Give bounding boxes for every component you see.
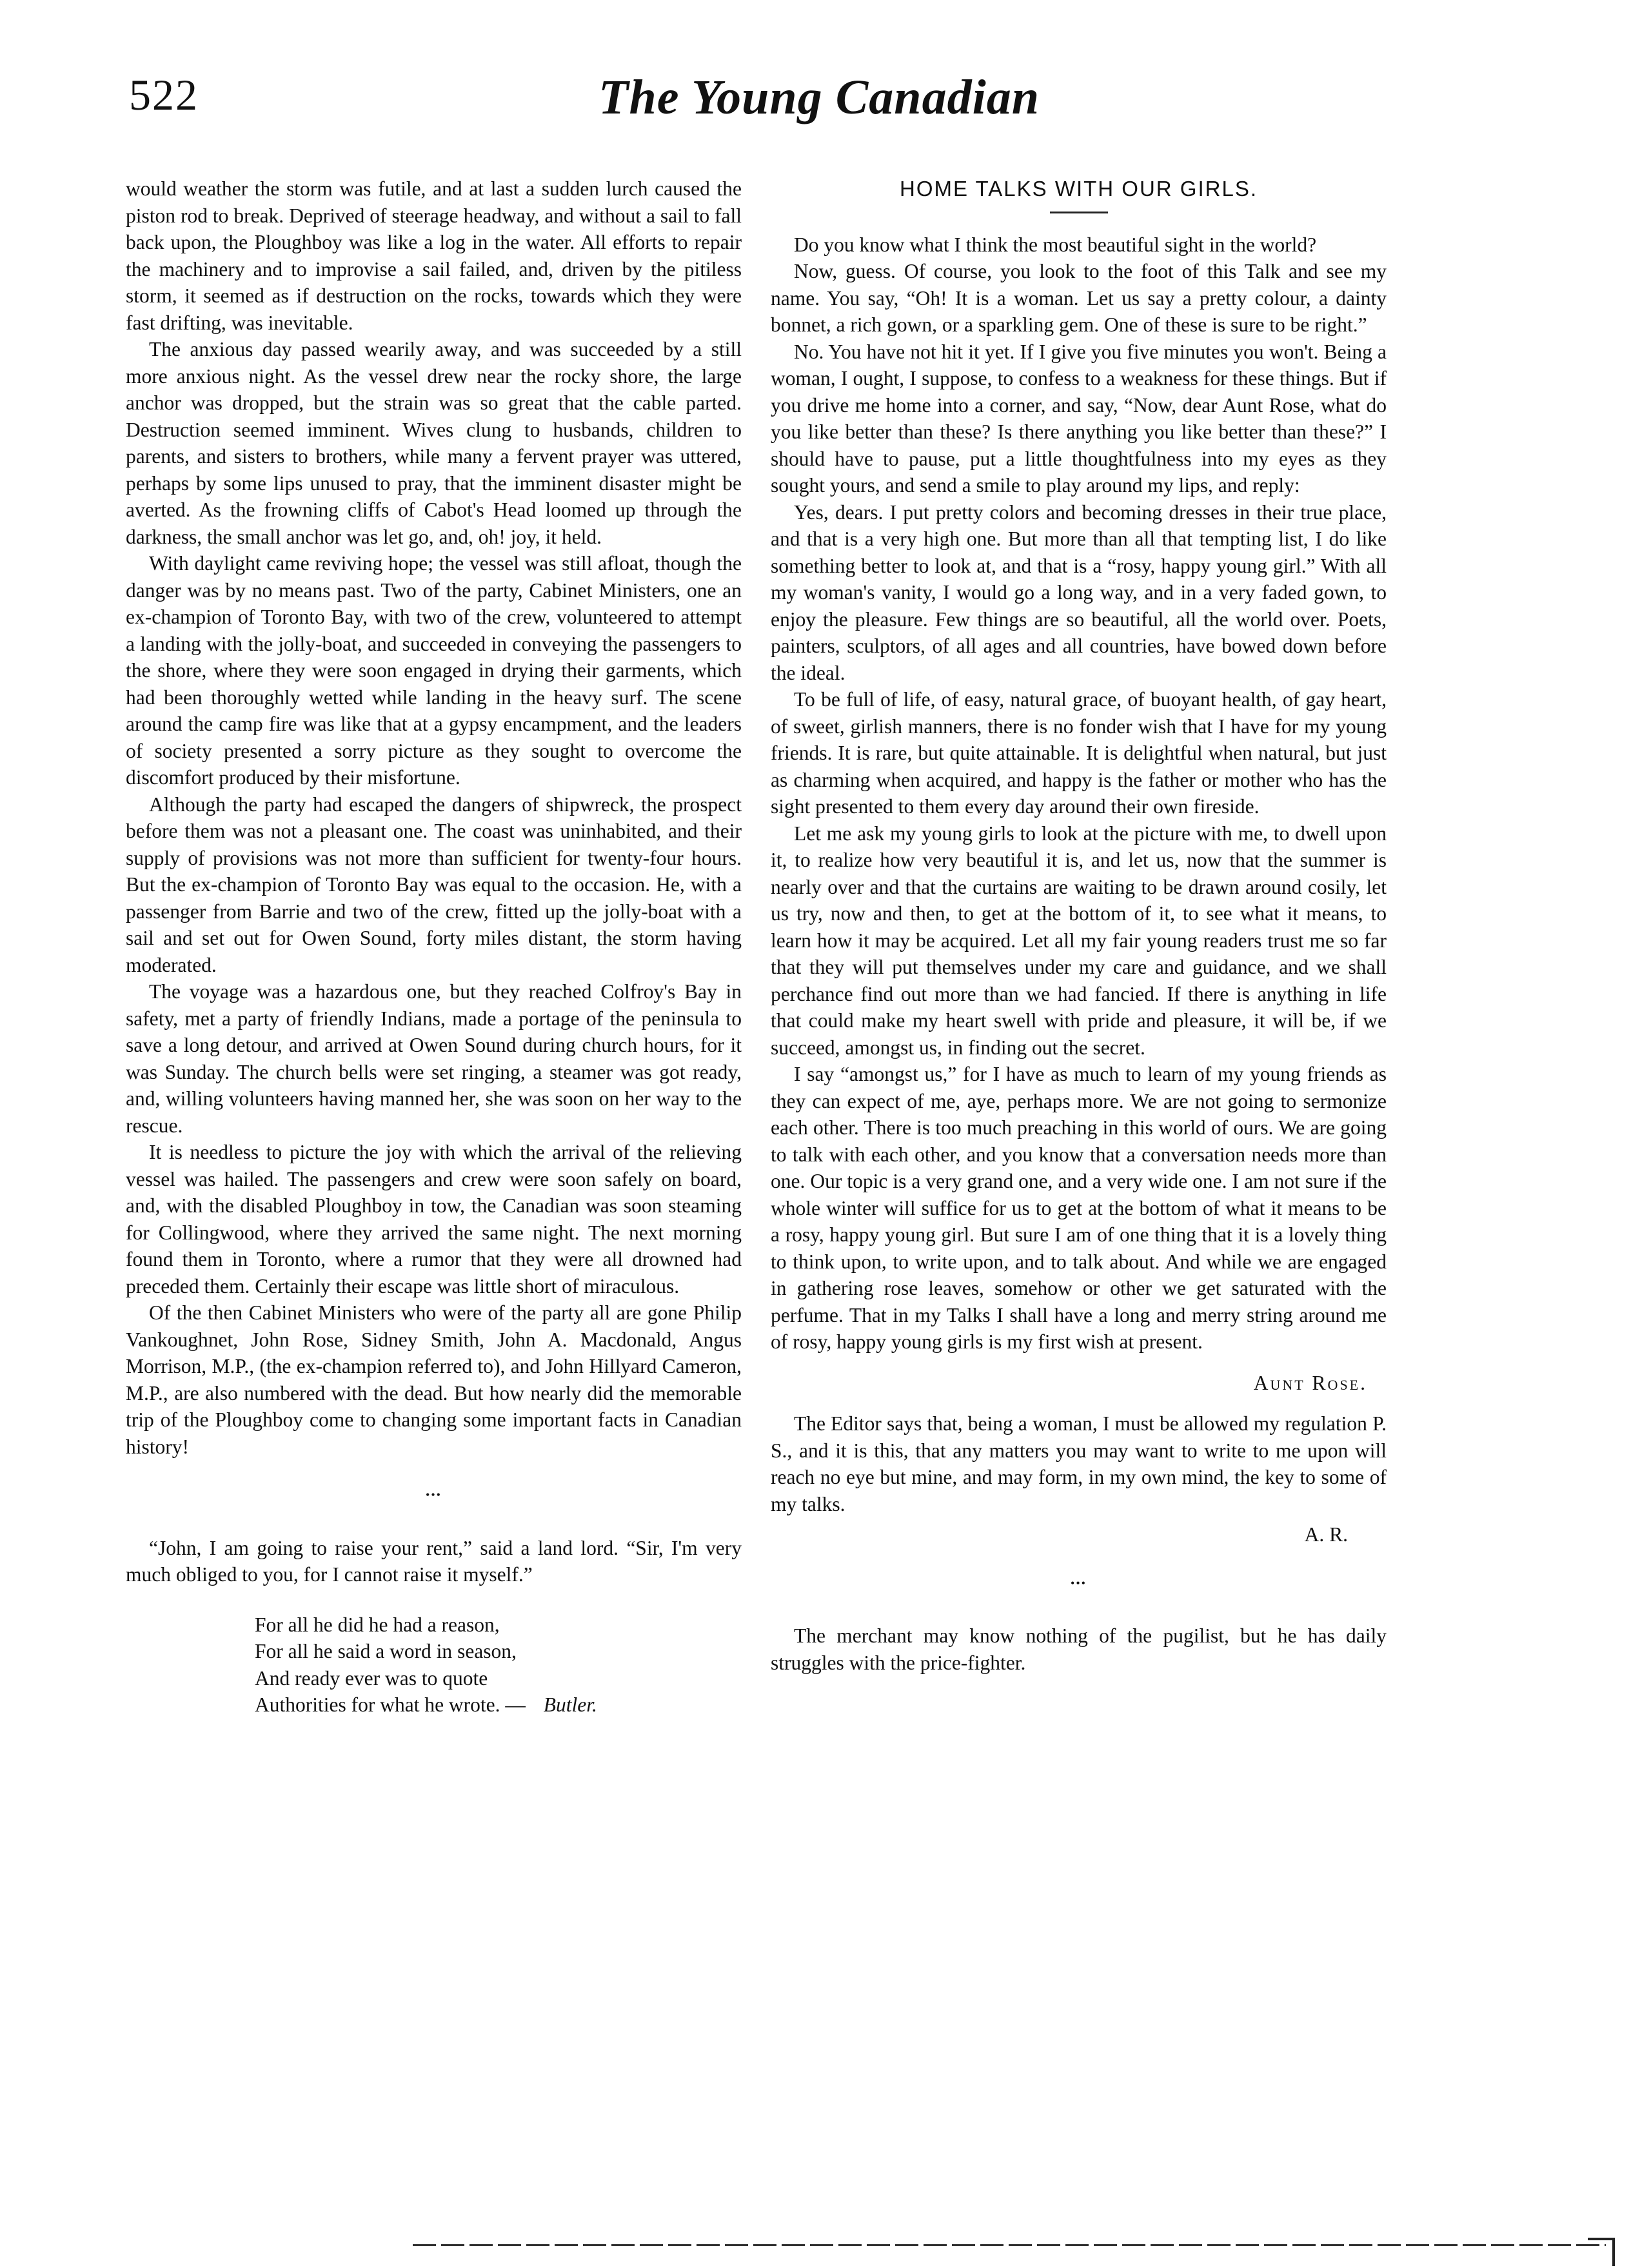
article-paragraph: The anxious day passed wearily away, and was succeeded by a still more anxious night. As the vessel drew near the rocky shore, the large anchor was dropped, but the strain was so great that the cable parted. Destruction seemed imminent. Wives clung to husbands, children to parents, and sisters to brothers, while many a fervent prayer was uttered, perhaps by some lips unused to pray, that the imminent disaster might be averted. As the frowning cliffs of Cabot's Head loomed up through the darkness, the small anchor was let go, and, oh! joy, it held. — [126, 338, 742, 548]
right-column — [771, 175, 1387, 1676]
article-paragraph: would weather the storm was futile, and at last a sudden lurch caused the piston rod to break. Deprived of steerage headway, and without a sail to fall back upon, the Ploughboy was like a log in the water. All efforts to repair the machinery and to improvise a sail failed, and, driven by the pitiless storm, it seemed as if destruction on the rocks, towards which they were fast drifting, was inevitable. — [126, 177, 742, 334]
article-paragraph: Of the then Cabinet Ministers who were of the party all are gone Philip Vankoughnet, John Rose, Sidney Smith, John A. Macdonald, Angus Morrison, M.P., (the ex-champion referred to), and John Hillyard Cameron, M.P., are also numbered with the dead. But how nearly did the memorable trip of the Ploughboy come to changing some important facts in Canadian history! — [126, 1301, 742, 1458]
journal-title: The Young Canadian — [598, 70, 1040, 124]
anecdote-paragraph: “John, I am going to raise your rent,” said a land lord. “Sir, I'm very much obliged to you, for I cannot raise it myself.” — [126, 1536, 742, 1586]
article-paragraph: Do you know what I think the most beautiful sight in the world? — [794, 233, 1317, 256]
postscript-paragraph: The Editor says that, being a woman, I must be allowed my regulation P. S., and it is this, that any matters you may want to write to me upon will reach no eye but mine, and may form, in my own mind, the key to some of my talks. — [771, 1412, 1387, 1515]
article-paragraph: Yes, dears. I put pretty colors and becoming dresses in their true place, and that is a very high one. But more than all that tempting list, I do like something better to look at, and that is a “rosy, happy young girl.” With all my woman's vanity, I would go a long way, and in a very faded gown, to enjoy the pleasure. Few things are so beautiful, all the world over. Poets, painters, sculptors, of all ages and all countries, have bowed down before the ideal. — [771, 500, 1387, 684]
poem-last-line: Authorities for what he wrote. — [255, 1693, 500, 1716]
page-bottom-rule — [413, 2244, 1606, 2246]
article-paragraph: Although the party had escaped the dangers of shipwreck, the prospect before them was not a pleasant one. The coast was uninhabited, and their supply of provisions was not more than sufficient for twenty-four hours. But the ex-champion of Toronto Bay was equal to the occasion. He, with a passenger from Barrie and two of the crew, fitted up the jolly-boat with a sail and set out for Owen Sound, forty miles distant, the storm having moderated. — [126, 793, 742, 976]
poem-line: For all he said a word in season, — [255, 1640, 517, 1662]
page-header — [129, 70, 1509, 141]
author-signature: Aunt Rose. — [1253, 1371, 1367, 1394]
article-paragraph: To be full of life, of easy, natural grace, of buoyant health, of gay heart, of sweet, girlish manners, there is no fonder wish that I have for my young friends. It is rare, but quite attainable. It is delightful when natural, but just as charming when acquired, and happy is the father or mother who has the sight presented to them every day around their own fireside. — [771, 688, 1387, 818]
article-paragraph: Let me ask my young girls to look at the picture with me, to dwell upon it, to realize how very beautiful it is, and let us, now that the summer is nearly over and that the curtains are waiting to be drawn around cosily, let us try, now and then, to get at the bottom of it, to see what it means, to learn how it may be acquired. Let all my fair young readers trust me so far that they will put themselves under my care and guidance, and we shall perchance find out more than we had fancied. If there is anything in life that could make my heart swell with pride and pleasure, it will be, if we succeed, amongst us, in finding out the secret. — [771, 822, 1387, 1059]
poem-line: For all he did he had a reason, — [255, 1613, 500, 1636]
section-ornament: ••• — [1071, 1576, 1087, 1590]
article-paragraph: The voyage was a hazardous one, but they reached Colfroy's Bay in safety, met a party of friendly Indians, made a portage of the peninsula to save a long detour, and arrived at Owen Sound during church hours, for it was Sunday. The church bells were set ringing, a steamer was got ready, and, willing volunteers having manned her, she was soon on her way to the rescue. — [126, 980, 742, 1137]
article-paragraph: No. You have not hit it yet. If I give you five minutes you won't. Being a woman, I ought, I suppose, to confess to a weakness for these things. But if you drive me home into a corner, and say, “Now, dear Aunt Rose, what do you like better than these? Is there anything you like better than these?” I should have to pause, put a little thoughtfulness into my eyes as they sought yours, and send a smile to play around my lips, and reply: — [771, 340, 1387, 497]
closing-paragraph: The merchant may know nothing of the pugilist, but he has daily struggles with the price-fighter. — [771, 1624, 1387, 1674]
poem-line: Authorities for what he wrote. — Butler. — [255, 1693, 597, 1716]
poem — [255, 1612, 742, 1719]
article-paragraph: Now, guess. Of course, you look to the foot of this Talk and see my name. You say, “Oh! It is a woman. Let us say a pretty colour, a dainty bonnet, a rich gown, or a sparkling gem. One of these is sure to be right.” — [771, 260, 1387, 336]
left-column — [126, 175, 742, 1719]
section-ornament: ••• — [426, 1488, 442, 1501]
article-paragraph: With daylight came reviving hope; the vessel was still afloat, though the danger was by no means past. Two of the party, Cabinet Ministers, one an ex-champion of Toronto Bay, with two of the crew, volunteered to attempt a landing with the jolly-boat, and succeeded in conveying the passengers to the shore, where they were soon engaged in drying their garments, which had been thoroughly wetted while landing in the heavy surf. The scene around the camp fire was like that at a gypsy encampment, and the leaders of society presented a sorry picture as they sought to overcome the discomfort produced by their misfortune. — [126, 552, 742, 789]
article-paragraph: I say “amongst us,” for I have as much to learn of my young friends as they can expect of me, aye, perhaps more. We are not going to sermonize each other. There is too much preaching in this world of ours. We are going to talk with each other, and you know that a conversation needs more than one. Our topic is a very grand one, and a very wide one. I am not sure if the whole winter will suffice for us to get at the bottom of what it means to be a rosy, happy young girl. But sure I am of one thing that it is a lovely thing to think upon, to write upon, and to talk about. And while we are engaged in gathering rose leaves, somehow or other we get saturated with the perfume. That in my Talks I shall have a long and merry string around me of rosy, happy young girls is my first wish at present. — [771, 1063, 1387, 1353]
article-paragraph: It is needless to picture the joy with which the arrival of the relieving vessel was hailed. The passengers and crew were soon safely on board, and, with the disabled Ploughboy in tow, the Canadian was soon steaming for Collingwood, where they arrived the same night. The next morning found them in Toronto, where a rumor that they were all drowned had preceded them. Certainly their escape was little short of miraculous. — [126, 1141, 742, 1297]
poem-attribution: Butler. — [543, 1693, 597, 1716]
heading-rule — [1050, 212, 1108, 213]
author-initials: A. R. — [1304, 1523, 1348, 1546]
corner-mark — [1588, 2238, 1614, 2240]
corner-mark — [1612, 2238, 1615, 2266]
poem-line: And ready ever was to quote — [255, 1666, 488, 1690]
section-heading: HOME TALKS WITH OUR GIRLS. — [899, 177, 1258, 201]
page-number: 522 — [129, 70, 199, 119]
